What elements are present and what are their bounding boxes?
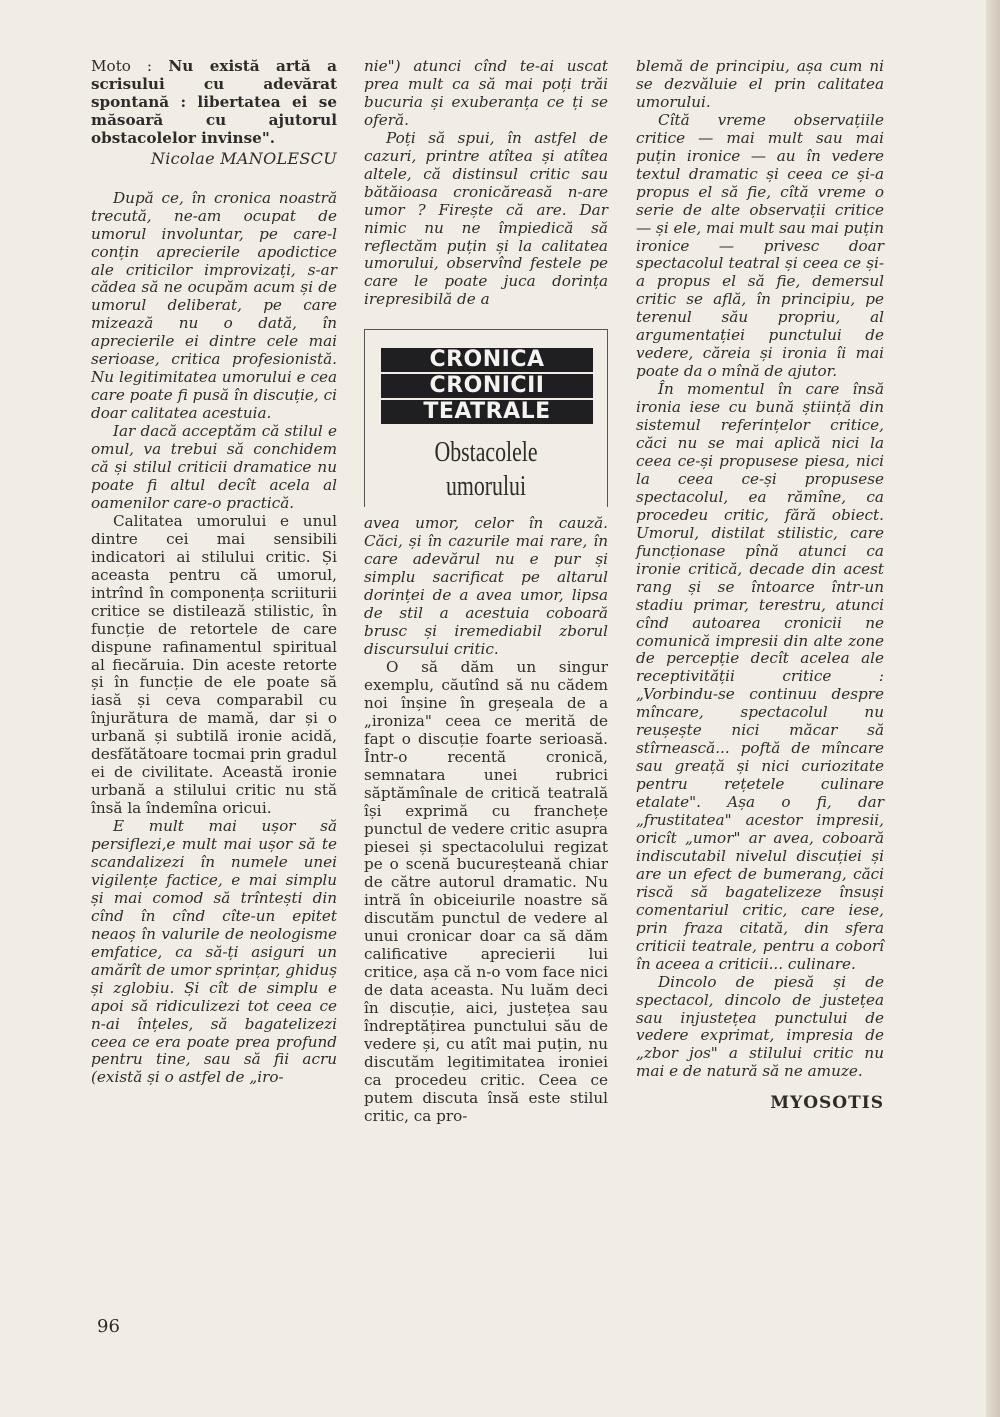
logo-line: CRONICA [381, 348, 593, 372]
paragraph: avea umor, celor în cauză. Căci, și în cazurile mai rare, în care adevărul nu e pur și simplu sacrificat pe altarul dorinței de a avea umor, lipsa de stil a acestuia coboară brusc și iremediabil zborul discursului critic. [364, 514, 608, 659]
article-title-line: Obstacolele [434, 437, 538, 469]
section-logo [364, 329, 608, 507]
paragraph: În momentul în care însă ironia iese cu bună știință din sistemul referințelor critice, căci nu se mai aplică nici la ceea ce-și propusese piesa, nici la ceea ce-și propusese spectacolul, ea rămîne, ca procedeu critic, fără obiect. Umorul, distilat stilistic, care funcționase pînă atunci ca ironie critică, decade din acest rang și se întoarce într-un stadiu primar, terestru, atunci cînd autoarea cronicii ne comunică impresii din alte zone de percepție decît acelea ale receptivității critice : „Vorbindu-se continuu despre mîncare, spectacolul nu reușește nici măcar să stîrnească... poftă de mîncare sau greață și nici curiozitate pentru rețetele culinare etalate". Așa o fi, dar „frustitatea" acestor impresii, oricît „umor" ar avea, coboară indiscutabil nivelul discuției și are un efect de bumerang, căci riscă să bagatelizeze însuși comentariul critic, care iese, prin fraza citată, din sfera criticii teatrale, pentru a coborî în aceea a criticii... culinare. [636, 380, 884, 973]
paragraph: Calitatea umorului e unul dintre cei mai sensibili indicatori ai stilului critic. Și aceasta pentru că umorul, intrînd în componența scriiturii critice se distilează stilistic, în funcție de retortele de care dispune rafinamentul spiritual al fiecăruia. Din aceste retorte și în funcție de ele poate să iasă și ceva comparabil cu înjurătura de mamă, dar și o urbană și subtilă ironie acidă, desfătătoare tocmai prin gradul ei de civilitate. Această ironie urbană a stilului critic nu stă însă la îndemîna oricui. [91, 511, 337, 818]
author-signature: MYOSOTIS [770, 1093, 884, 1114]
motto-quote: Nu există artă a scrisului cu adevărat spontană : libertatea ei se măsoară cu ajutorul obstacolelor invinse". [91, 57, 337, 147]
logo-line: CRONICII [381, 374, 593, 398]
column-3 [636, 58, 884, 1113]
article-title [398, 436, 574, 504]
paragraph: O să dăm un singur exemplu, căutînd să nu cădem noi înșine în greșeala de a „ironiza" ceea ce merită de fapt o discuție foarte serioasă. Într-o recentă cronică, semnatara unei rubrici săptămînale de critică teatrală își exprimă cu franchețe punctul de vedere critic asupra piesei și spectacolului regizat pe o scenă bucureșteană chiar de către autorul dramatic. Nu intră în obiceiurile noastre să discutăm punctul de vedere al unui cronicar doar ca să dăm calificative aprecierii lui critice, așa că n-o vom face nici de data aceasta. Nu luăm deci în discuție, aici, justețea sau îndreptățirea punctului său de vedere și, cu atît mai puțin, nu discutăm legitimitatea ironiei ca procedeu critic. Ceea ce putem discuta însă este stilul critic, ca pro- [364, 657, 608, 1125]
article-title-line: umorului [445, 471, 527, 503]
paragraph: nie") atunci cînd te-ai uscat prea mult ca să mai poți trăi bucuria și exuberanța ce ți se oferă. [364, 57, 608, 129]
motto [91, 58, 337, 148]
paragraph: E mult mai ușor să persiflezi,e mult mai ușor să te scandalizezi în numele unei vigilențe factice, e mai simplu și mai comod să trîntești din cînd în cînd cîte-un epitet neaoș în valurile de neologisme emfatice, ca să-ți asiguri un amărît de umor sprințar, ghiduș și zglobiu. Și cît de simplu e apoi să ridiculizezi tot ceea ce n-ai înțeles, să bagatelizezi ceea ce era poate prea profund pentru tine, sau să fii acru (există și o astfel de „iro- [91, 817, 337, 1087]
paragraph: Poți să spui, în astfel de cazuri, printre atîtea și atîtea altele, că distinsul critic sau bătăioasa cronicăreasă n-are umor ? Firește că are. Dar nimic nu ne împiedică să reflectăm puțin și la calitatea umorului, observînd festele pe care le poate juca dorința irepresibilă de a [364, 128, 608, 309]
page-number: 96 [97, 1316, 120, 1337]
paragraph: Iar dacă acceptăm că stilul e omul, va trebui să conchidem că și stilul criticii dramatice nu poate fi altul decît acela al oamenilor care-o practică. [91, 422, 337, 512]
paragraph: După ce, în cronica noastră trecută, ne-am ocupat de umorul involuntar, pe care-l conțin aprecierile apodictice ale criticilor improvizați, s-ar cădea să ne ocupăm acum și de umorul deliberat, pe care mizează nu o dată, în aprecierile ei dintre cele mai serioase, critica profesionistă. Nu legitimitatea umorului e cea care poate fi pusă în discuție, ci doar calitatea acestuia. [91, 188, 337, 423]
motto-author: Nicolae MANOLESCU [150, 148, 337, 168]
paragraph: blemă de principiu, așa cum ni se dezvăluie el prin calitatea umorului. [636, 57, 884, 111]
logo-line: TEATRALE [381, 400, 593, 424]
motto-label: Moto : [91, 57, 153, 75]
paragraph: Dincolo de piesă și de spectacol, dincolo de justețea sau injustețea punctului de vedere exprimat, impresia de „zbor jos" a stilului critic nu mai e de natură să ne amuze. [636, 972, 884, 1081]
column-2 [364, 58, 608, 1126]
page-edge [986, 0, 1000, 1417]
paragraph: Cîtă vreme observațiile critice — mai mult sau mai puțin ironice — au în vedere textul dramatic și ceea ce și-a propus el să fie, cîtă vreme o serie de alte observații critice — și ele, mai mult sau mai puțin ironice — privesc doar spectacolul teatral și ceea ce și-a propus el să fie, demersul critic se află, în principiu, pe terenul său propriu, al argumentației punctului de vedere, căreia și ironia îi mai poate da o mînă de ajutor. [636, 110, 884, 381]
column-1 [91, 58, 337, 1087]
section-logo-bars [381, 348, 593, 424]
